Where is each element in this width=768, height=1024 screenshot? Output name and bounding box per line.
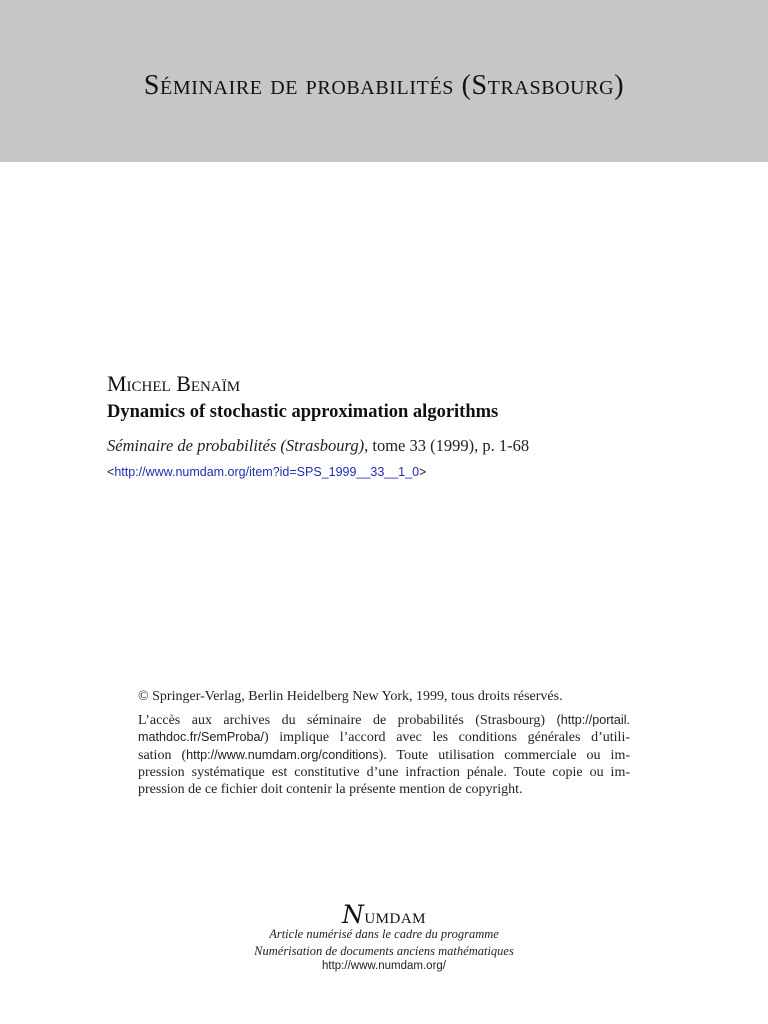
- author-name: Michel Benaïm: [107, 371, 241, 396]
- notice-line: [138, 747, 630, 764]
- conditions-url: http://www.numdam.org/conditions: [186, 747, 379, 762]
- notice-text: ). Toute utilisation commerciale ou im-: [378, 747, 630, 763]
- notice-line: pression de ce fichier doit contenir la présente mention de copyright.: [138, 782, 523, 798]
- journal-banner: [0, 0, 768, 162]
- notice-text: L’accès aux archives du séminaire de probabilités (Strasbourg): [138, 713, 557, 728]
- article-title: Dynamics of stochastic approximation algorithms: [107, 402, 499, 422]
- footer-program-name: Numérisation de documents anciens mathématiques: [254, 944, 514, 958]
- numdam-logo-rest: umdam: [364, 904, 427, 928]
- notice-line: [138, 729, 630, 746]
- copyright-line: © Springer-Verlag, Berlin Heidelberg New York, 1999, tous droits réservés.: [138, 689, 563, 704]
- url-open-bracket: <: [107, 465, 115, 479]
- usage-notice: [138, 712, 630, 798]
- notice-text: sation (: [138, 747, 187, 763]
- url-close-bracket: >: [419, 465, 427, 479]
- article-url-line: [107, 465, 426, 479]
- footer-url[interactable]: http://www.numdam.org/: [322, 960, 446, 972]
- numdam-logo-initial: N: [341, 900, 365, 929]
- citation-volume-pages: , tome 33 (1999), p. 1-68: [364, 436, 530, 455]
- notice-text: ) implique l’accord avec les conditions générales d’utili-: [264, 730, 630, 746]
- article-url-link[interactable]: http://www.numdam.org/item?id=SPS_1999__33__1_0: [114, 465, 420, 479]
- footer-program-line: Article numérisé dans le cadre du programme: [269, 927, 499, 941]
- notice-line: [138, 712, 630, 729]
- citation: [107, 436, 529, 456]
- journal-title: Séminaire de probabilités (Strasbourg): [143, 70, 625, 101]
- numdam-logo: [0, 900, 768, 929]
- citation-journal: Séminaire de probabilités (Strasbourg): [107, 436, 365, 455]
- portal-url-cont: mathdoc.fr/SemProba/: [138, 730, 264, 745]
- notice-line: pression systématique est constitutive d’une infraction pénale. Toute copie ou im-: [138, 764, 630, 780]
- portal-url: (http://portail.: [556, 713, 630, 727]
